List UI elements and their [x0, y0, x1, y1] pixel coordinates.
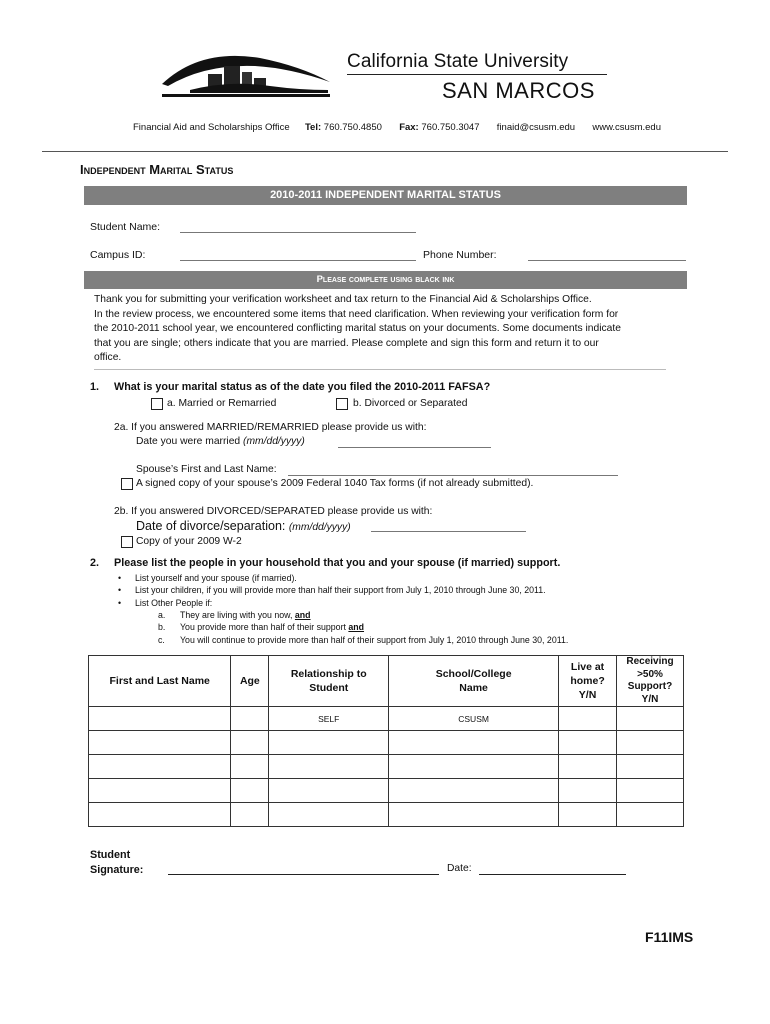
q2-number: 2. [90, 557, 100, 569]
campus-id-label: Campus ID: [90, 249, 146, 261]
list-item: • List yourself and your spouse (if married). [118, 573, 297, 583]
marriage-date-format: (mm/dd/yyyy) [243, 436, 305, 447]
table-cell[interactable] [617, 755, 684, 779]
table-cell[interactable] [389, 779, 559, 803]
table-cell[interactable] [617, 803, 684, 827]
university-logo [160, 50, 335, 105]
table-cell[interactable] [389, 803, 559, 827]
spouse-name-label: Spouse’s First and Last Name: [136, 464, 277, 475]
fax-number: 760.750.3047 [421, 122, 480, 133]
divorce-date-label [136, 519, 351, 533]
married-option-label: a. Married or Remarried [167, 398, 277, 409]
logo-underline [347, 74, 607, 75]
table-cell[interactable] [89, 803, 231, 827]
table-cell[interactable] [269, 755, 389, 779]
divorced-option-label: b. Divorced or Separated [353, 398, 468, 409]
table-cell[interactable] [559, 779, 617, 803]
form-title-bar-text: 2010-2011 INDEPENDENT MARITAL STATUS [270, 189, 501, 201]
signature-label-line2: Signature: [90, 864, 144, 876]
table-row [89, 731, 684, 755]
q1-number: 1. [90, 381, 100, 393]
table-cell[interactable] [231, 707, 269, 731]
table-cell[interactable] [89, 779, 231, 803]
divorce-date-format: (mm/dd/yyyy) [288, 522, 351, 533]
col-header-relationship: Relationship to Student [269, 656, 389, 707]
intro-line: office. [94, 352, 122, 363]
table-header-row [89, 656, 684, 707]
intro-paragraph [94, 293, 689, 366]
marriage-date-text: Date you were married [136, 436, 241, 447]
intro-divider [94, 369, 666, 370]
w2-copy-checkbox[interactable] [121, 536, 133, 548]
col-header-live-at-home: Live at home? Y/N [559, 656, 617, 707]
table-cell[interactable] [269, 731, 389, 755]
fax-label: Fax: [399, 122, 419, 133]
q2a-text: 2a. If you answered MARRIED/REMARRIED please provide us with: [114, 422, 427, 433]
signature-label [90, 848, 143, 878]
intro-line: the 2010-2011 school year, we encountered conflicting marital status on your documents. Some documents indicate [94, 323, 621, 334]
student-name-field[interactable] [180, 232, 416, 233]
table-cell[interactable] [231, 803, 269, 827]
col-header-school: School/College Name [389, 656, 559, 707]
university-name-line2: SAN MARCOS [442, 78, 595, 103]
intro-line: Thank you for submitting your verification worksheet and tax return to the Financial Aid & Scholarships Office. [94, 294, 592, 305]
list-item: a. They are living with you now, and [158, 610, 311, 620]
list-item: • List your children, if you will provide more than half their support from July 1, 2010 through June 30, 2011. [118, 585, 546, 596]
table-cell[interactable] [231, 779, 269, 803]
table-cell[interactable] [89, 731, 231, 755]
table-cell: CSUSM [389, 707, 559, 731]
table-cell[interactable] [89, 707, 231, 731]
table-cell[interactable] [269, 803, 389, 827]
divorced-checkbox[interactable] [336, 398, 348, 410]
spouse-tax-copy-label: A signed copy of your spouse’s 2009 Federal 1040 Tax forms (if not already submitted). [136, 478, 534, 489]
table-cell[interactable] [559, 731, 617, 755]
form-code: F11IMS [645, 929, 694, 945]
intro-line: In the review process, we encountered some items that need clarification. When reviewing your verification form for [94, 308, 619, 320]
marriage-date-label [136, 436, 305, 447]
header-divider [42, 151, 728, 152]
table-cell[interactable] [89, 755, 231, 779]
table-row [89, 803, 684, 827]
col-header-name: First and Last Name [89, 656, 231, 707]
q1-text: What is your marital status as of the date you filed the 2010-2011 FAFSA? [114, 381, 491, 393]
student-name-label: Student Name: [90, 221, 161, 233]
signature-label-line1: Student [90, 849, 131, 861]
table-cell[interactable] [559, 707, 617, 731]
table-cell[interactable] [559, 755, 617, 779]
table-cell[interactable] [617, 707, 684, 731]
marriage-date-field[interactable] [338, 447, 491, 448]
table-cell: SELF [269, 707, 389, 731]
table-row [89, 779, 684, 803]
university-name-line1: California State University [347, 51, 569, 72]
spouse-name-field[interactable] [288, 475, 618, 476]
website-link[interactable]: www.csusm.edu [592, 122, 661, 133]
campus-id-field[interactable] [180, 260, 416, 261]
sub-list [158, 609, 568, 646]
table-cell[interactable] [231, 731, 269, 755]
table-cell[interactable] [617, 731, 684, 755]
col-header-support: Receiving >50% Support? Y/N [617, 656, 684, 707]
table-cell[interactable] [617, 779, 684, 803]
list-item: b. You provide more than half of their support and [158, 622, 365, 633]
date-field[interactable] [479, 874, 626, 875]
signature-field[interactable] [168, 874, 439, 875]
contact-line [133, 122, 661, 133]
q2b-text: 2b. If you answered DIVORCED/SEPARATED please provide us with: [114, 506, 433, 517]
divorce-date-text: Date of divorce/separation: [136, 519, 286, 533]
form-title: Independent Marital Status [80, 162, 234, 177]
phone-number-label: Phone Number: [423, 249, 497, 261]
table-row [89, 707, 684, 731]
ink-note-bar [84, 271, 687, 289]
tel-number: 760.750.4850 [323, 122, 382, 133]
table-cell[interactable] [389, 755, 559, 779]
office-name: Financial Aid and Scholarships Office [133, 122, 290, 133]
married-checkbox[interactable] [151, 398, 163, 410]
table-cell[interactable] [269, 779, 389, 803]
table-row [89, 755, 684, 779]
list-item: • List Other People if: [118, 597, 213, 608]
phone-number-field[interactable] [528, 260, 686, 261]
w2-copy-label: Copy of your 2009 W-2 [136, 536, 242, 547]
spouse-tax-copy-checkbox[interactable] [121, 478, 133, 490]
date-label: Date: [447, 863, 472, 874]
table-cell[interactable] [389, 731, 559, 755]
intro-line: that you are single; others indicate that you are married. Please complete and sign this form and return it to our [94, 337, 599, 349]
table-cell[interactable] [231, 755, 269, 779]
household-table [88, 655, 684, 827]
tel-label: Tel: [304, 122, 322, 133]
q2-text: Please list the people in your household that you and your spouse (if married) support. [114, 557, 561, 569]
divorce-date-field[interactable] [371, 531, 526, 532]
col-header-age: Age [231, 656, 269, 707]
ink-note-text: Please complete using black ink [316, 274, 455, 285]
bullet-list [118, 572, 546, 609]
table-cell[interactable] [559, 803, 617, 827]
list-item: c. You will continue to provide more than half of their support from July 1, 2010 through June 30, 2011. [158, 634, 569, 645]
form-title-bar [84, 186, 687, 205]
email-link[interactable]: finaid@csusm.edu [496, 122, 576, 133]
